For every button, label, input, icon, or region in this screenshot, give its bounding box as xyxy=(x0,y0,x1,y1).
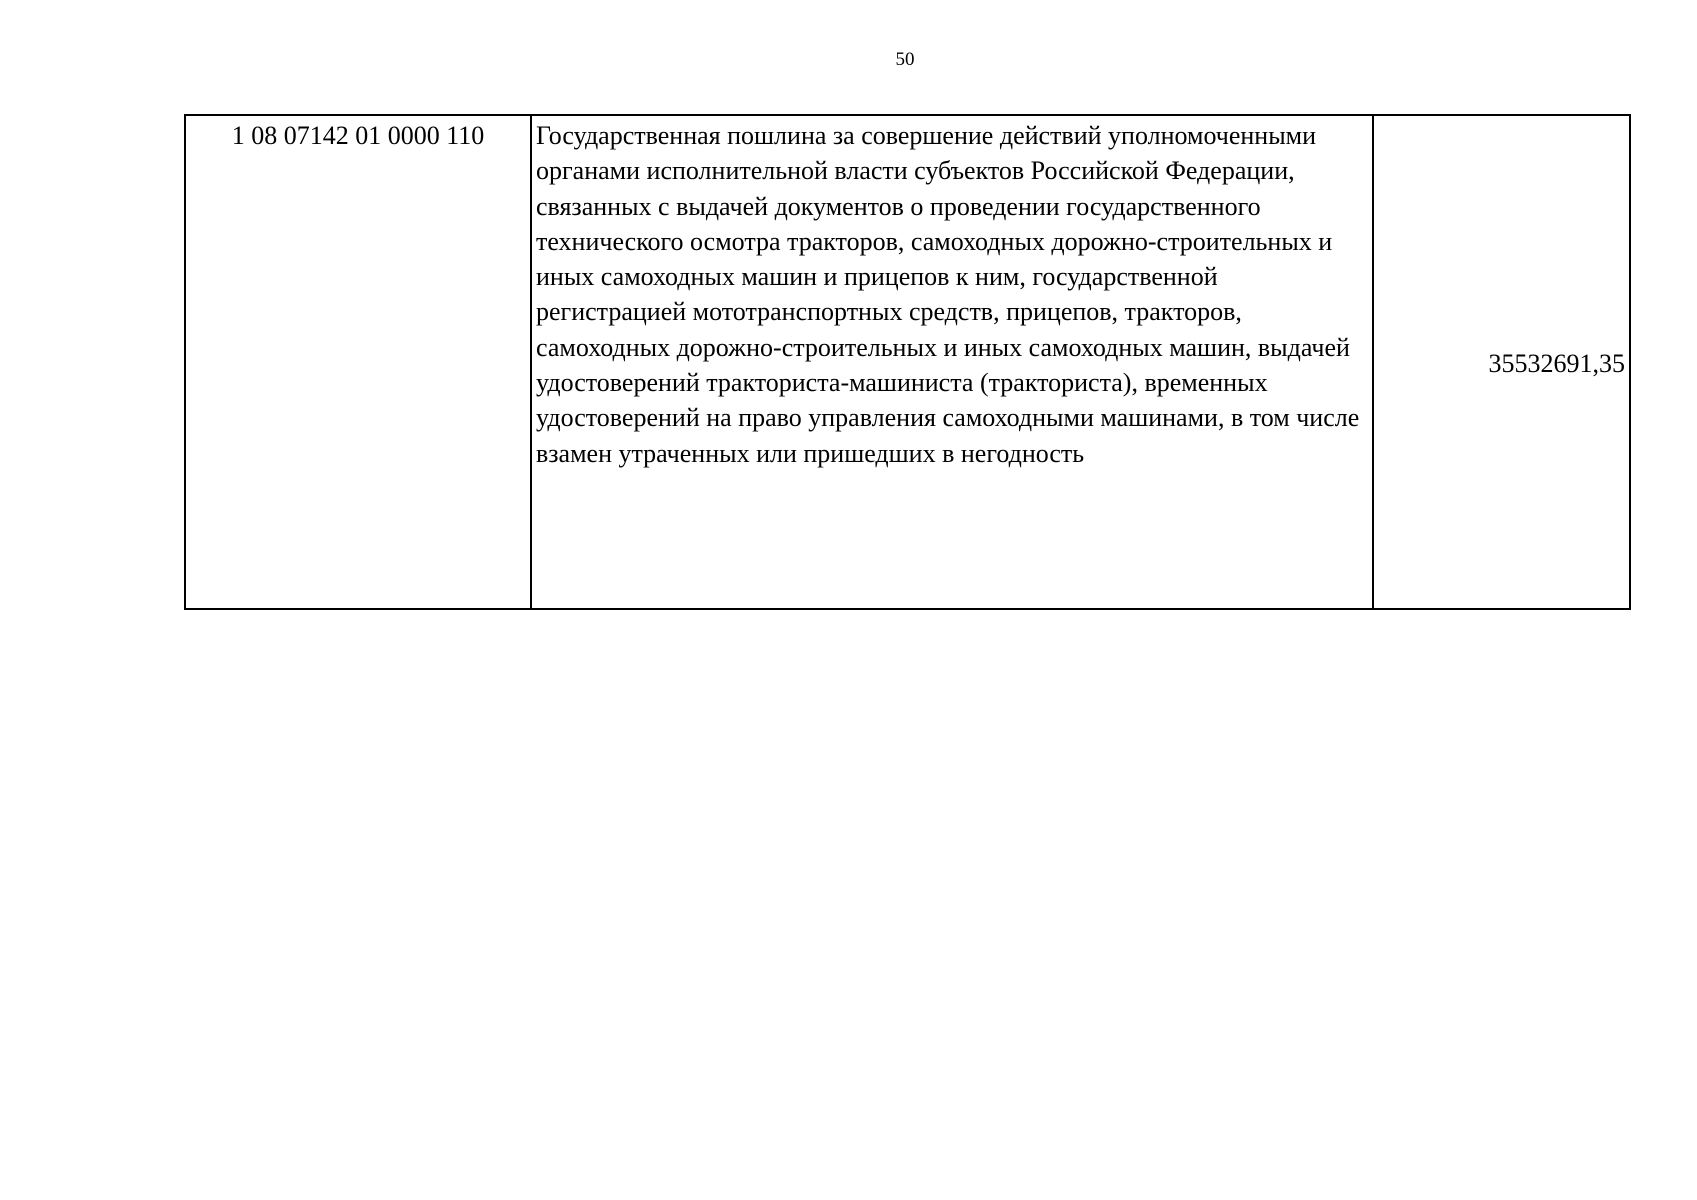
page-number: 50 xyxy=(895,49,915,70)
budget-classification-code-cell: 1 08 07142 01 0000 110 xyxy=(185,115,531,609)
revenue-description-cell: Государственная пошлина за совершение действий уполномоченными органами исполнительной власти субъектов Российской Федерации, связанных с выдачей документов о проведении государственного технического осмотра тракторов, самоходных дорожно-строительных и иных самоходных машин и прицепов к ним, государственной регистрацией мототранспортных средств, прицепов, тракторов, самоходных дорожно-строительных и иных самоходных машин, выдачей удостоверений тракториста-машиниста (тракториста), временных удостоверений на право управления самоходными машинами, в том числе взамен утраченных или пришедших в негодность xyxy=(531,115,1373,609)
amount-cell: 35532691,35 xyxy=(1373,115,1630,609)
revenue-table xyxy=(184,114,1631,610)
table-row xyxy=(185,115,1630,609)
